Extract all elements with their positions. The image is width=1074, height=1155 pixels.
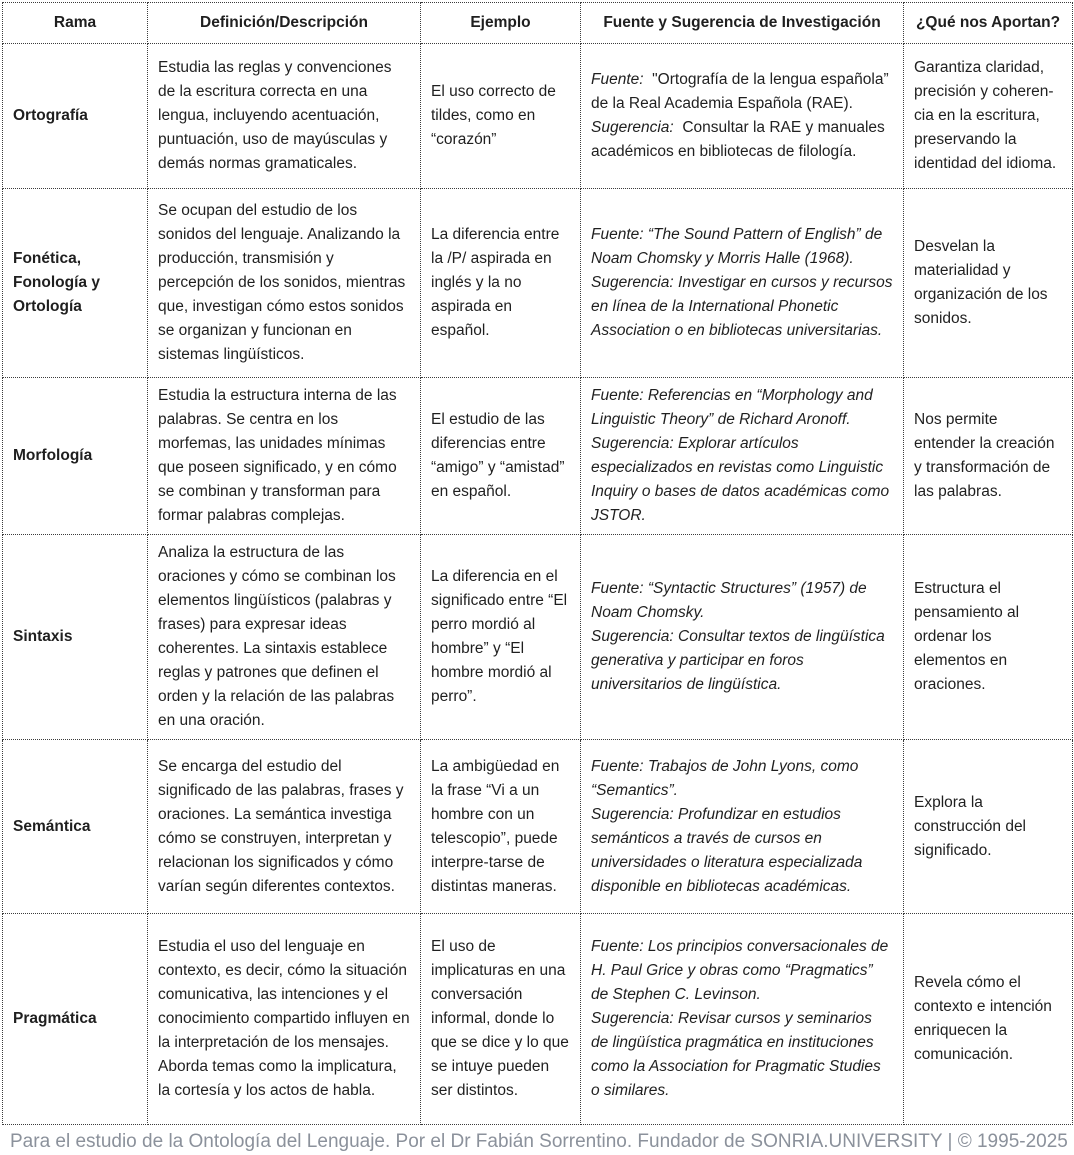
table-row-ortografia [3,44,1073,189]
cell-definicion: Estudia la estructura interna de las palabras. Se centra en los morfemas, las unidades mínimas que poseen significado, y en cómo se combinan y transforman para formar palabras complejas. [148,378,421,535]
col-header-definicion: Definición/Descripción [148,3,421,44]
cell-definicion: Se encarga del estudio del significado de las palabras, frases y oraciones. La semántica investiga cómo se construyen, interpretan y relacionan los significados y cómo varían según diferentes contextos. [148,740,421,914]
cell-ejemplo: La diferencia en el significado entre “El perro mordió al hombre” y “El hombre mordió al perro”. [421,535,581,740]
cell-rama: Fonética, Fonología y Ortología [3,189,148,378]
table-row-semantica [3,740,1073,914]
cell-fuente: Fuente: Los principios conversacionales de H. Paul Grice y obras como “Pragmatics” de Stephen C. Levinson. Sugerencia: Revisar cursos y seminarios de lingüística pragmática en instituciones como la Association for Pragmatic Studies o similares. [581,914,904,1125]
cell-aporta: Estructura el pensamiento al ordenar los elementos en oraciones. [904,535,1073,740]
cell-ejemplo: La ambigüedad en la frase “Vi a un hombre con un telescopio”, puede interpre-tarse de distintas maneras. [421,740,581,914]
cell-fuente: Fuente: Trabajos de John Lyons, como “Semantics”. Sugerencia: Profundizar en estudios semánticos a través de cursos en universidades o literatura especializada disponible en bibliotecas académicas. [581,740,904,914]
col-header-ejemplo: Ejemplo [421,3,581,44]
cell-rama: Morfología [3,378,148,535]
cell-definicion: Analiza la estructura de las oraciones y cómo se combinan los elementos lingüísticos (palabras y frases) para expresar ideas coherentes. La sintaxis establece reglas y patrones que definen el orden y la relación de las palabras en una oración. [148,535,421,740]
cell-rama: Sintaxis [3,535,148,740]
cell-rama: Pragmática [3,914,148,1125]
cell-rama: Semántica [3,740,148,914]
cell-aporta: Revela cómo el contexto e intención enriquecen la comunicación. [904,914,1073,1125]
cell-fuente: Fuente: “The Sound Pattern of English” de Noam Chomsky y Morris Halle (1968). Sugerencia: Investigar en cursos y recursos en línea de la International Phonetic Association o en bibliotecas universitarias. [581,189,904,378]
table-row-pragmatica [3,914,1073,1125]
cell-ejemplo: El uso de implicaturas en una conversación informal, donde lo que se dice y lo que se intuye pueden ser distintos. [421,914,581,1125]
cell-fuente: Fuente: "Ortografía de la lengua española” de la Real Academia Española (RAE). Sugerencia: Consultar la RAE y manuales académicos en bibliotecas de filología. [581,44,904,189]
cell-aporta: Nos permite entender la creación y transformación de las palabras. [904,378,1073,535]
col-header-aportan: ¿Qué nos Aportan? [904,3,1073,44]
col-header-fuente: Fuente y Sugerencia de Investigación [581,3,904,44]
cell-ejemplo: El uso correcto de tildes, como en “corazón” [421,44,581,189]
table-row-sintaxis [3,535,1073,740]
cell-fuente: Fuente: “Syntactic Structures” (1957) de Noam Chomsky. Sugerencia: Consultar textos de lingüística generativa y participar en foros universitarios de lingüística. [581,535,904,740]
linguistics-branches-table [2,2,1073,1125]
table-row-fonetica [3,189,1073,378]
cell-definicion: Estudia las reglas y convenciones de la escritura correcta en una lengua, incluyendo acentuación, puntuación, uso de mayúsculas y demás normas gramaticales. [148,44,421,189]
cell-definicion: Se ocupan del estudio de los sonidos del lenguaje. Analizando la producción, transmisión y percepción de los sonidos, mientras que, investigan cómo estos sonidos se organizan y funcionan en sistemas lingüísticos. [148,189,421,378]
cell-rama: Ortografía [3,44,148,189]
footer-credit: Para el estudio de la Ontología del Lenguaje. Por el Dr Fabián Sorrentino. Fundador de SONRIA.UNIVERSITY | © 1995-2025 [10,1131,1068,1152]
cell-aporta: Garantiza claridad, precisión y coheren-cia en la escritura, preservando la identidad del idioma. [904,44,1073,189]
col-header-rama: Rama [3,3,148,44]
cell-aporta: Desvelan la materialidad y organización de los sonidos. [904,189,1073,378]
header-row [3,3,1073,44]
cell-fuente: Fuente: Referencias en “Morphology and Linguistic Theory” de Richard Aronoff. Sugerencia: Explorar artículos especializados en revistas como Linguistic Inquiry o bases de datos académicas como JSTOR. [581,378,904,535]
table-row-morfologia [3,378,1073,535]
cell-definicion: Estudia el uso del lenguaje en contexto, es decir, cómo la situación comunicativa, las intenciones y el conocimiento compartido influyen en la interpretación de los mensajes. Aborda temas como la implicatura, la cortesía y los actos de habla. [148,914,421,1125]
cell-aporta: Explora la construcción del significado. [904,740,1073,914]
cell-ejemplo: La diferencia entre la /P/ aspirada en inglés y la no aspirada en español. [421,189,581,378]
cell-ejemplo: El estudio de las diferencias entre “amigo” y “amistad” en español. [421,378,581,535]
